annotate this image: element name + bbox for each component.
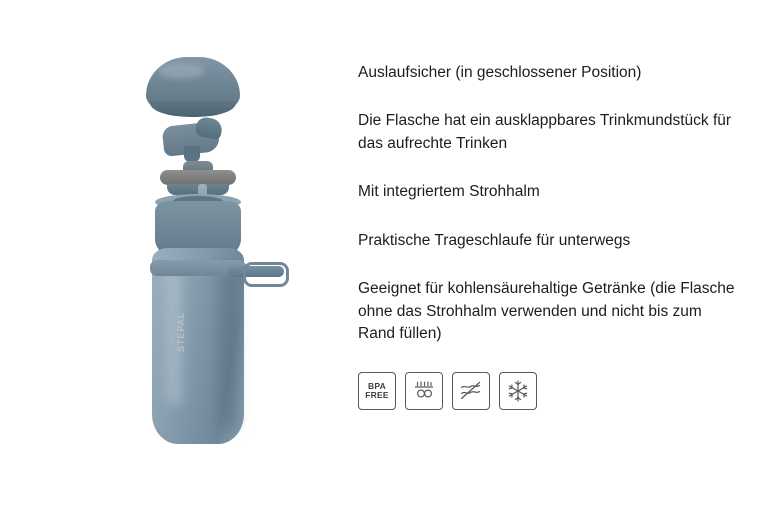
carry-strap-loop-part [243,262,289,287]
not-for-hot-liquids-icon [452,372,490,410]
feature-list [340,0,768,410]
dishwasher-safe-icon [405,372,443,410]
feature-item-4: Praktische Trageschlaufe für unterwegs [358,231,631,249]
bpa-free-line-2: FREE [365,389,389,400]
bottle-body-shadow [218,262,240,432]
feature-item-1: Auslaufsicher (in geschlossener Position) [358,64,642,81]
feature-item-3: Mit integriertem Strohhalm [358,183,540,201]
freezer-safe-icon [499,372,537,410]
bottle-spout-stem-part [184,146,200,162]
bottle-lid-rim-part [150,101,236,117]
product-property-icons [358,372,738,410]
exploded-bottle-illustration [0,0,340,512]
bpa-free-icon [358,372,396,410]
brand-logo-mark: STEPAL [176,312,186,352]
product-image-panel [0,0,340,512]
bottle-gasket-part [160,170,236,185]
feature-item-2: Die Flasche hat ein ausklappbares Trinkmundstück für das aufrechte Trinken [358,112,732,152]
feature-item-5: Geeignet für kohlensäurehaltige Getränke (die Flasche ohne das Strohhalm verwenden und nicht bis zum Rand füllen) [358,280,735,343]
bpa-free-line-1: BPA [368,380,386,391]
